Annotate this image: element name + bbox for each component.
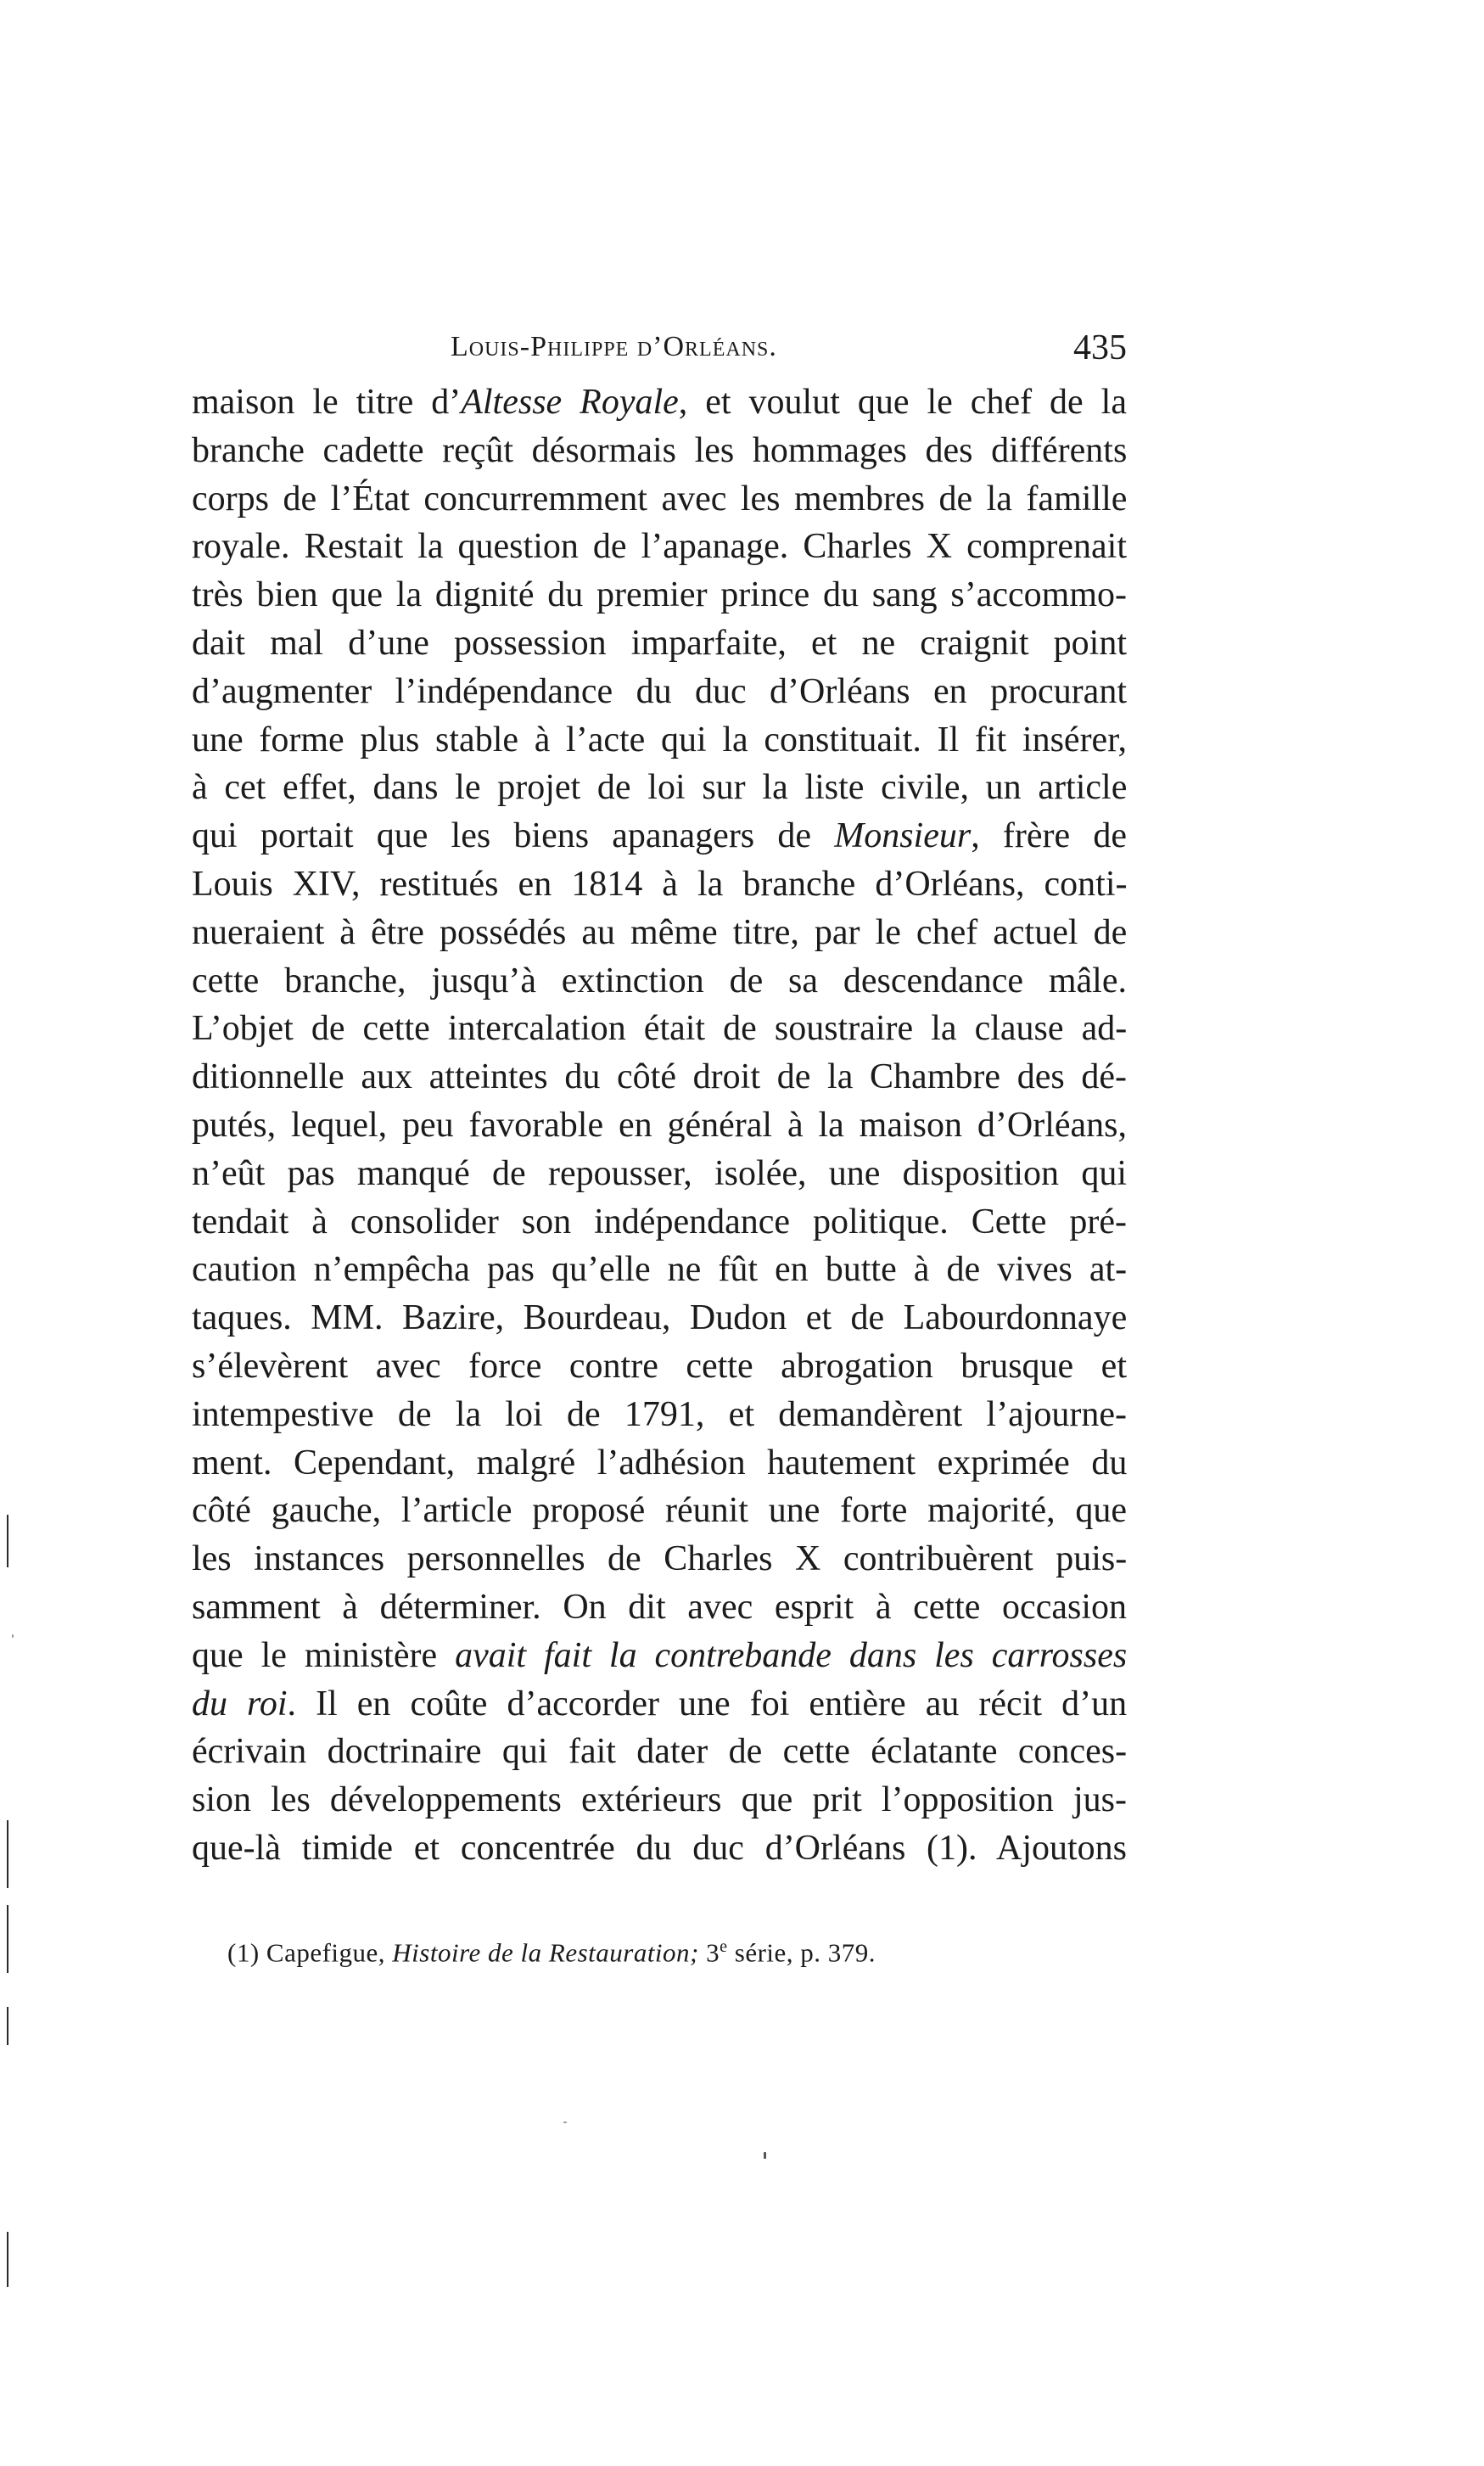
- text-line: [192, 1391, 1127, 1439]
- text-line: [192, 523, 1127, 571]
- text-segment: que-là timide et concentrée du duc d’Orléans (1). Ajoutons: [192, 1828, 1127, 1868]
- text-line: [192, 427, 1127, 475]
- italic-text: Altesse Royale: [461, 383, 679, 422]
- text-segment: ditionnelle aux atteintes du côté droit de la Chambre des dé-: [192, 1057, 1127, 1097]
- scan-mark: [7, 2232, 8, 2287]
- text-segment: royale. Restait la question de l’apanage. Charles X comprenait: [192, 527, 1127, 567]
- text-line: [192, 1583, 1127, 1632]
- footnote-author: Capefigue,: [266, 1937, 386, 1968]
- text-line: [192, 571, 1127, 619]
- text-line: [192, 1728, 1127, 1776]
- paper-speck: [563, 2121, 567, 2123]
- text-line: [192, 668, 1127, 716]
- text-line: [192, 1487, 1127, 1535]
- text-segment: samment à déterminer. On dit avec esprit à cette occasion: [192, 1587, 1127, 1627]
- text-line: [192, 1005, 1127, 1053]
- paper-speck: [12, 1634, 14, 1638]
- footnote-title: Histoire de la Restauration;: [392, 1937, 699, 1968]
- text-segment: L’objet de cette intercalation était de soustraire la clause ad-: [192, 1009, 1127, 1049]
- footnote: [227, 1937, 876, 1968]
- text-line: [192, 619, 1127, 668]
- text-segment: maison le titre d’: [192, 383, 462, 422]
- text-line: [192, 1198, 1127, 1247]
- text-segment: caution n’empêcha pas qu’elle ne fût en butte à de vives at-: [192, 1250, 1127, 1290]
- text-segment: dait mal d’une possession imparfaite, et ne craignit point: [192, 623, 1127, 663]
- text-segment: branche cadette reçût désormais les hommages des différents: [192, 430, 1127, 470]
- text-segment: , et voulut que le chef de la: [678, 383, 1127, 422]
- footnote-series-number: 3: [706, 1937, 720, 1968]
- text-segment: corps de l’État concurremment avec les membres de la famille: [192, 479, 1127, 518]
- text-segment: à cet effet, dans le projet de loi sur la liste civile, un article: [192, 768, 1127, 808]
- paper-speck: [764, 2152, 766, 2159]
- text-line: [192, 1439, 1127, 1488]
- text-line: [192, 1680, 1127, 1729]
- text-line: [192, 1246, 1127, 1294]
- text-segment: tendait à consolider son indépendance politique. Cette pré-: [192, 1202, 1127, 1241]
- scan-mark: [7, 2007, 8, 2045]
- text-segment: d’augmenter l’indépendance du duc d’Orléans en procurant: [192, 671, 1127, 711]
- text-segment: Louis XIV, restitués en 1814 à la branche d’Orléans, conti-: [192, 864, 1127, 904]
- text-segment: cette branche, jusqu’à extinction de sa descendance mâle.: [192, 961, 1127, 1000]
- scan-mark: [7, 1515, 8, 1567]
- text-segment: ment. Cependant, malgré l’adhésion hautement exprimée du: [192, 1443, 1127, 1482]
- text-line: [192, 1776, 1127, 1824]
- text-line: [192, 1294, 1127, 1342]
- text-segment: , frère de: [971, 816, 1127, 856]
- body-text: [192, 378, 1127, 1873]
- footnote-marker: (1): [227, 1937, 260, 1968]
- text-segment: n’eût pas manqué de repousser, isolée, une disposition qui: [192, 1153, 1127, 1193]
- text-segment: . Il en coûte d’accorder une foi entière au récit d’un: [287, 1684, 1127, 1723]
- running-head: [192, 328, 1127, 375]
- text-segment: s’élevèrent avec force contre cette abrogation brusque et: [192, 1346, 1127, 1386]
- text-line: [192, 1535, 1127, 1583]
- italic-text: du roi: [192, 1684, 288, 1723]
- text-segment: une forme plus stable à l’acte qui la constituait. Il fit insérer,: [192, 720, 1127, 759]
- italic-text: Monsieur: [834, 816, 972, 856]
- text-segment: taques. MM. Bazire, Bourdeau, Dudon et de Labourdonnaye: [192, 1298, 1127, 1338]
- text-line: [192, 812, 1127, 860]
- text-segment: nueraient à être possédés au même titre, par le chef actuel de: [192, 912, 1127, 952]
- scan-mark: [7, 1820, 8, 1888]
- text-line: [192, 378, 1127, 427]
- footnote-series-sup: e: [720, 1937, 728, 1956]
- text-segment: putés, lequel, peu favorable en général à la maison d’Orléans,: [192, 1105, 1127, 1145]
- text-line: [192, 1342, 1127, 1391]
- footnote-series-rest: série, p. 379.: [734, 1937, 876, 1968]
- text-line: [192, 1824, 1127, 1873]
- text-segment: qui portait que les biens apanagers de: [192, 816, 835, 856]
- text-segment: que le ministère: [192, 1635, 456, 1675]
- running-title: Louis-Philippe d’Orléans.: [451, 331, 777, 362]
- text-segment: intempestive de la loi de 1791, et demandèrent l’ajourne-: [192, 1394, 1127, 1434]
- text-line: [192, 1101, 1127, 1150]
- text-line: [192, 1150, 1127, 1198]
- text-line: [192, 764, 1127, 812]
- text-segment: sion les développements extérieurs que prit l’opposition jus-: [192, 1780, 1127, 1820]
- text-line: [192, 1632, 1127, 1680]
- text-line: [192, 1053, 1127, 1101]
- text-line: [192, 957, 1127, 1006]
- text-line: [192, 716, 1127, 765]
- page-number: 435: [1073, 328, 1127, 367]
- text-line: [192, 909, 1127, 957]
- text-segment: côté gauche, l’article proposé réunit une forte majorité, que: [192, 1491, 1127, 1531]
- text-segment: très bien que la dignité du premier prince du sang s’accommo-: [192, 575, 1127, 615]
- text-line: [192, 475, 1127, 524]
- text-line: [192, 860, 1127, 909]
- text-segment: écrivain doctrinaire qui fait dater de cette éclatante conces-: [192, 1732, 1127, 1772]
- text-segment: les instances personnelles de Charles X contribuèrent puis-: [192, 1539, 1127, 1579]
- scan-mark: [7, 1905, 8, 1973]
- italic-text: avait fait la contrebande dans les carrosses: [455, 1635, 1127, 1675]
